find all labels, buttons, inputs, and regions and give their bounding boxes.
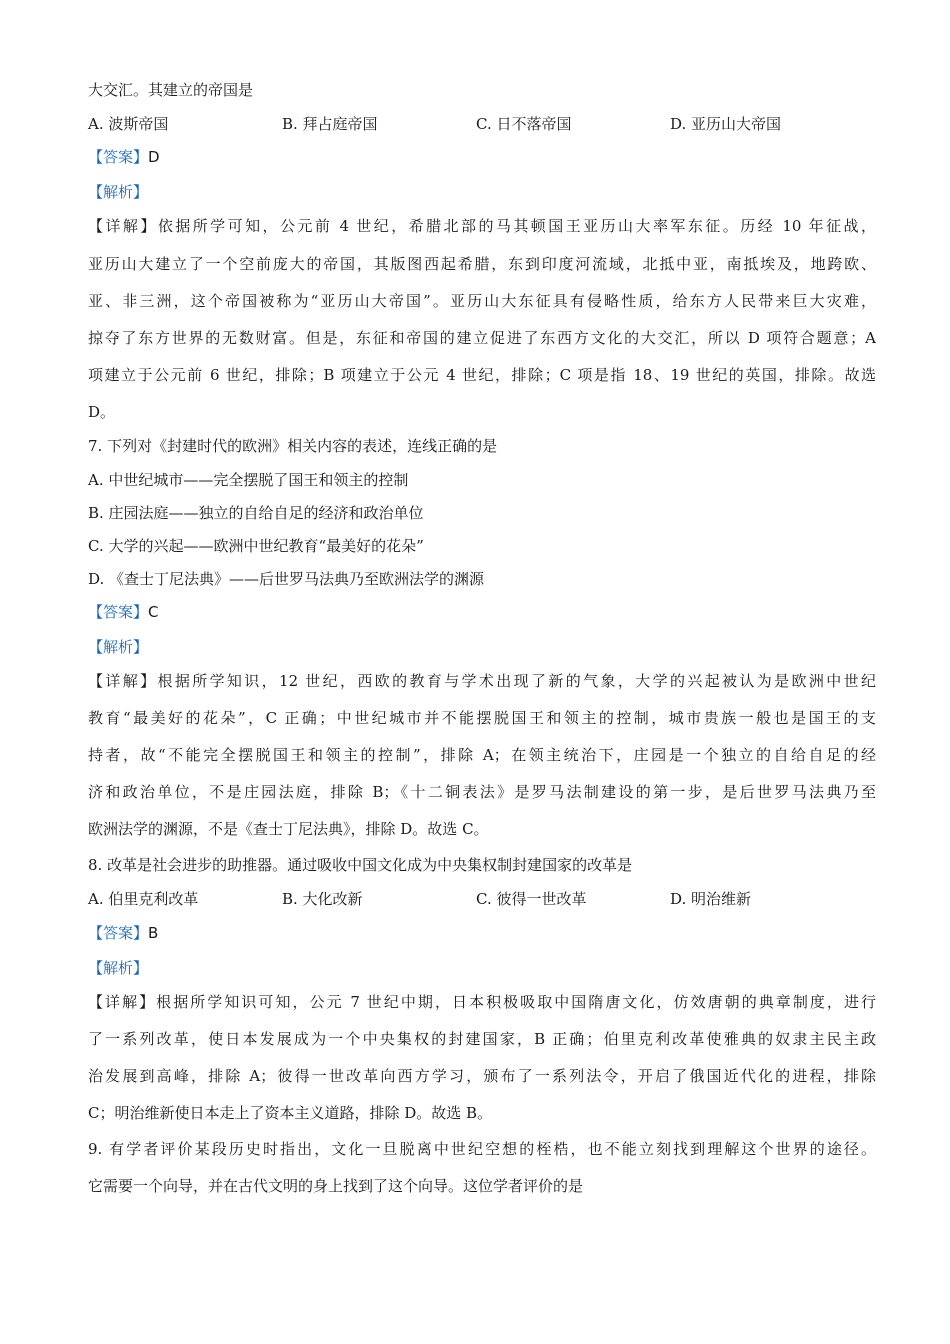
q7-answer <box>88 602 159 622</box>
question-9-stem-line: 它需要一个向导，并在古代文明的身上找到了这个向导。这位学者评价的是 <box>88 1177 584 1195</box>
question-8-stem: 8. 改革是社会进步的助推器。通过吸收中国文化成为中央集权制封建国家的改革是 <box>88 856 633 874</box>
q7-option-b: B. 庄园法庭——独立的自给自足的经济和政治单位 <box>88 504 424 522</box>
q7-option-a: A. 中世纪城市——完全摆脱了国王和领主的控制 <box>88 471 409 489</box>
q6-option-b: B. 拜占庭帝国 <box>282 115 378 133</box>
q8-detail-line: 治发展到高峰，排除 A；彼得一世改革向西方学习，颁布了一系列法令，开启了俄国近代化的进程，排除 <box>88 1067 876 1085</box>
q7-detail-line: 济和政治单位，不是庄园法庭，排除 B；《十二铜表法》是罗马法制建设的第一步，是后世罗马法典乃至 <box>88 783 876 801</box>
q6-detail-line: 【详解】依据所学可知，公元前 4 世纪，希腊北部的马其顿国王亚历山大率军东征。历经 10 年征战， <box>88 217 876 235</box>
q6-detail-line: 掠夺了东方世界的无数财富。但是，东征和帝国的建立促进了东西方文化的大交汇，所以 D 项符合题意；A <box>88 329 876 347</box>
q6-detail-line: D。 <box>88 403 116 421</box>
q6-detail-line: 项建立于公元前 6 世纪，排除；B 项建立于公元 4 世纪，排除；C 项是指 18、19 世纪的英国，排除。故选 <box>88 366 876 384</box>
question-9-stem-line: 9. 有学者评价某段历史时指出，文化一旦脱离中世纪空想的桎梏，也不能立刻找到理解这个世界的途径。 <box>88 1140 876 1158</box>
q6-option-a: A. 波斯帝国 <box>88 115 169 133</box>
q7-detail-line: 教育“最美好的花朵”，C 正确；中世纪城市并不能摆脱国王和领主的控制，城市贵族一般也是国王的支 <box>88 709 876 727</box>
answer-tag: 【答案】 <box>88 603 149 621</box>
q6-answer <box>88 147 160 167</box>
answer-value: C <box>148 603 159 621</box>
q7-detail-line: 欧洲法学的渊源，不是《查士丁尼法典》，排除 D。故选 C。 <box>88 820 489 838</box>
q7-analysis-tag: 【解析】 <box>88 638 149 656</box>
q8-detail-line: C；明治维新使日本走上了资本主义道路，排除 D。故选 B。 <box>88 1104 493 1122</box>
q6-detail-line: 亚历山大建立了一个空前庞大的帝国，其版图西起希腊，东到印度河流域，北抵中亚，南抵埃及，地跨欧、 <box>88 255 876 273</box>
q6-option-d: D. 亚历山大帝国 <box>670 115 782 133</box>
q6-detail-line: 亚、非三洲，这个帝国被称为“亚历山大帝国”。亚历山大东征具有侵略性质，给东方人民带来巨大灾难， <box>88 292 876 310</box>
q7-option-d: D. 《查士丁尼法典》——后世罗马法典乃至欧洲法学的渊源 <box>88 570 485 588</box>
detail-tag: 【详解】 <box>88 993 157 1011</box>
question-7-stem: 7. 下列对《封建时代的欧洲》相关内容的表述，连线正确的是 <box>88 437 498 455</box>
q8-analysis-tag: 【解析】 <box>88 959 149 977</box>
answer-value: B <box>148 924 159 942</box>
q6-analysis-tag: 【解析】 <box>88 183 149 201</box>
answer-value: D <box>148 148 160 166</box>
q7-detail-line: 【详解】根据所学知识，12 世纪，西欧的教育与学术出现了新的气象，大学的兴起被认为是欧洲中世纪 <box>88 672 876 690</box>
q8-detail-line: 了一系列改革，使日本发展成为一个中央集权的封建国家，B 正确；伯里克利改革使雅典的奴隶主民主政 <box>88 1030 876 1048</box>
q8-option-a: A. 伯里克利改革 <box>88 890 199 908</box>
q8-option-c: C. 彼得一世改革 <box>476 890 587 908</box>
answer-tag: 【答案】 <box>88 924 149 942</box>
q8-answer <box>88 923 158 943</box>
detail-tag: 【详解】 <box>88 672 158 690</box>
answer-tag: 【答案】 <box>88 148 149 166</box>
detail-tag: 【详解】 <box>88 217 158 235</box>
q8-option-b: B. 大化改新 <box>282 890 363 908</box>
q6-option-c: C. 日不落帝国 <box>476 115 572 133</box>
q7-option-c: C. 大学的兴起——欧洲中世纪教育“最美好的花朵” <box>88 537 424 555</box>
q7-detail-line: 持者，故“不能完全摆脱国王和领主的控制”，排除 A；在领主统治下，庄园是一个独立的自给自足的经 <box>88 746 876 764</box>
question-6-stem-tail: 大交汇。其建立的帝国是 <box>88 81 254 99</box>
q8-detail-line: 【详解】根据所学知识可知，公元 7 世纪中期，日本积极吸取中国隋唐文化，仿效唐朝的典章制度，进行 <box>88 993 876 1011</box>
q8-option-d: D. 明治维新 <box>670 890 752 908</box>
